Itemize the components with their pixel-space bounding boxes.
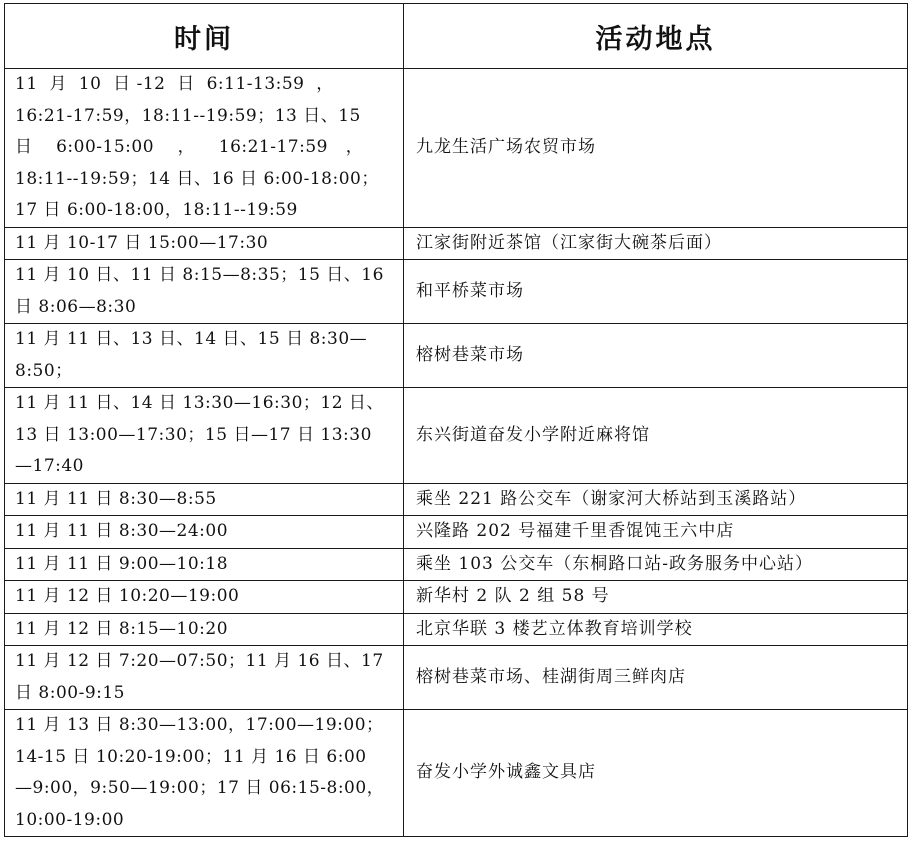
time-line: 日 8:06—8:30 bbox=[15, 296, 137, 317]
time-cell bbox=[5, 483, 404, 516]
time-line: 11 月 11 日 8:30—8:55 bbox=[15, 488, 217, 509]
place-cell: 乘坐 103 公交车（东桐路口站-政务服务中心站） bbox=[404, 548, 908, 581]
table-row bbox=[5, 227, 908, 260]
time-line: 日 6:00-15:00 ， 16:21-17:59 ， bbox=[15, 137, 364, 157]
time-line: 11 月 10-17 日 15:00—17:30 bbox=[15, 232, 269, 253]
time-cell bbox=[5, 646, 404, 710]
time-line: 11 月 10 日、11 日 8:15—8:35；15 日、16 bbox=[15, 265, 384, 285]
place-cell: 北京华联 3 楼艺立体教育培训学校 bbox=[404, 613, 908, 646]
table-row bbox=[5, 260, 908, 324]
table-row bbox=[5, 710, 908, 837]
time-line: 11 月 11 日 8:30—24:00 bbox=[15, 521, 229, 541]
table-row bbox=[5, 646, 908, 710]
table-row bbox=[5, 548, 908, 581]
place-cell: 新华村 2 队 2 组 58 号 bbox=[404, 581, 908, 614]
time-cell bbox=[5, 516, 404, 549]
time-line: 11 月 12 日 10:20—19:00 bbox=[15, 586, 240, 606]
place-cell: 榕树巷菜市场、桂湖街周三鲜肉店 bbox=[404, 646, 908, 710]
time-line: 11 月 12 日 8:15—10:20 bbox=[15, 618, 229, 639]
place-cell: 兴隆路 202 号福建千里香馄饨王六中店 bbox=[404, 516, 908, 549]
time-cell bbox=[5, 69, 404, 228]
time-line: 11 月 11 日、14 日 13:30—16:30；12 日、 bbox=[15, 393, 384, 413]
time-cell bbox=[5, 260, 404, 324]
table-row bbox=[5, 324, 908, 388]
time-cell bbox=[5, 613, 404, 646]
time-line: 11 月 11 日、13 日、14 日、15 日 8:30— bbox=[15, 329, 368, 349]
time-line: 11 月 12 日 7:20—07:50；11 月 16 日、17 bbox=[15, 651, 384, 671]
time-line: 10:00-19:00 bbox=[15, 809, 125, 830]
place-cell: 榕树巷菜市场 bbox=[404, 324, 908, 388]
table-row bbox=[5, 613, 908, 646]
time-line: 16:21-17:59，18:11--19:59；13 日、15 bbox=[15, 105, 361, 126]
time-line: 17 日 6:00-18:00，18:11--19:59 bbox=[15, 200, 298, 220]
header-row bbox=[5, 4, 908, 69]
schedule-table bbox=[4, 3, 908, 837]
time-line: 日 8:00-9:15 bbox=[15, 682, 125, 703]
table-row bbox=[5, 581, 908, 614]
time-line: 11 月 11 日 9:00—10:18 bbox=[15, 553, 229, 574]
time-cell bbox=[5, 581, 404, 614]
place-cell: 奋发小学外诚鑫文具店 bbox=[404, 710, 908, 837]
table-row bbox=[5, 69, 908, 228]
place-cell: 和平桥菜市场 bbox=[404, 260, 908, 324]
place-cell: 乘坐 221 路公交车（谢家河大桥站到玉溪路站） bbox=[404, 483, 908, 516]
time-cell bbox=[5, 710, 404, 837]
time-header: 时间 bbox=[5, 4, 404, 69]
place-cell: 江家街附近茶馆（江家街大碗茶后面） bbox=[404, 227, 908, 260]
table-row bbox=[5, 483, 908, 516]
time-cell bbox=[5, 324, 404, 388]
time-line: 8:50； bbox=[15, 360, 73, 381]
time-cell bbox=[5, 227, 404, 260]
time-line: 18:11--19:59；14 日、16 日 6:00-18:00； bbox=[15, 168, 379, 189]
time-line: 13 日 13:00—17:30；15 日—17 日 13:30 bbox=[15, 424, 372, 445]
place-cell: 东兴街道奋发小学附近麻将馆 bbox=[404, 388, 908, 484]
time-line: —17:40 bbox=[15, 456, 84, 476]
table-row bbox=[5, 516, 908, 549]
place-cell: 九龙生活广场农贸市场 bbox=[404, 69, 908, 228]
time-line: —9:00，9:50—19:00；17 日 06:15-8:00， bbox=[15, 778, 385, 798]
place-header: 活动地点 bbox=[404, 4, 908, 69]
time-cell bbox=[5, 548, 404, 581]
time-line: 14-15 日 10:20-19:00；11 月 16 日 6:00 bbox=[15, 746, 367, 767]
time-cell bbox=[5, 388, 404, 484]
time-line: 11 月 10 日 -12 日 6:11-13:59 ， bbox=[15, 74, 334, 94]
time-line: 11 月 13 日 8:30—13:00，17:00—19:00； bbox=[15, 715, 384, 735]
table-row bbox=[5, 388, 908, 484]
